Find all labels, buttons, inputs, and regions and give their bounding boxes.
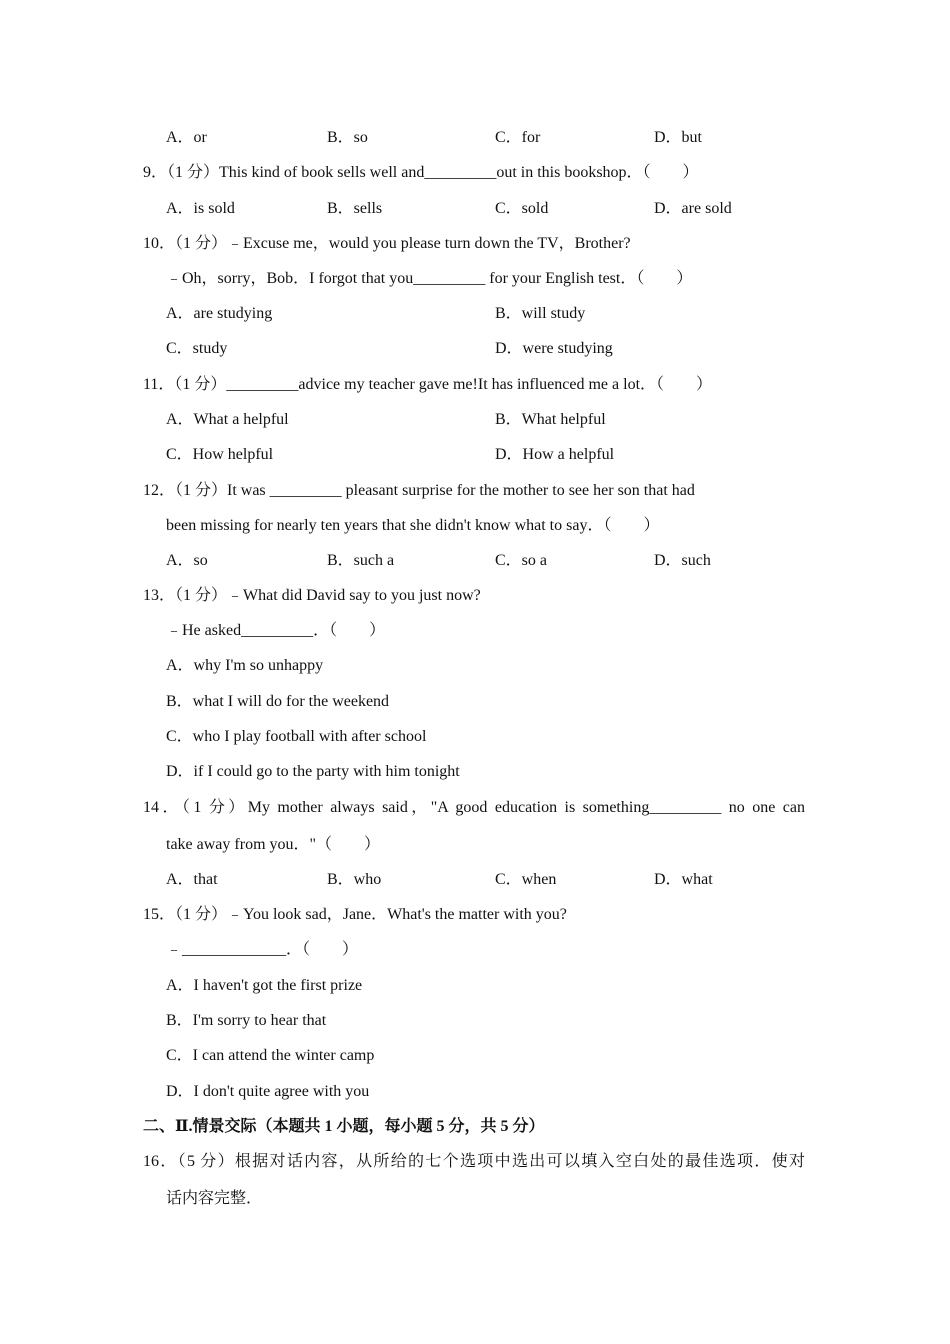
q8-option-d: D．but (654, 129, 703, 146)
q14-option-c: C．when (495, 871, 557, 888)
q12-option-b: B．such a (327, 552, 395, 569)
q13-option-a: A．why I'm so unhappy (166, 657, 324, 674)
q11-option-c: C．How helpful (166, 446, 274, 463)
q13-option-b: B．what I will do for the weekend (166, 693, 390, 710)
question-stem-line2: been missing for nearly ten years that she didn't know what to say．（ ） (166, 517, 660, 534)
question-stem-line2: ﹣Oh，sorry，Bob．I forgot that you_________ for your English test．（ ） (166, 270, 693, 287)
question-stem-line2: take away from you．"（ ） (166, 836, 381, 853)
q11-option-a: A．What a helpful (166, 411, 289, 428)
q10-option-c: C．study (166, 340, 228, 357)
q10-option-a: A．are studying (166, 305, 273, 322)
q12-option-c: C．so a (495, 552, 548, 569)
question-stem: 13．（1 分）﹣What did David say to you just now? (143, 587, 481, 604)
question-stem: 10．（1 分）﹣Excuse me，would you please turn down the TV，Brother? (143, 235, 631, 252)
q13-option-d: D．if I could go to the party with him tonight (166, 763, 460, 780)
q9-option-d: D．are sold (654, 200, 732, 217)
q8-option-a: A．or (166, 129, 207, 146)
q11-option-b: B．What helpful (495, 411, 606, 428)
q10-option-d: D．were studying (495, 340, 613, 357)
question-stem: 15．（1 分）﹣You look sad，Jane．What's the matter with you? (143, 906, 567, 923)
q15-option-a: A．I haven't got the first prize (166, 977, 363, 994)
question-stem: 14．（1 分）My mother always said，"A good education is something_________ no one can (143, 799, 805, 816)
q13-option-c: C．who I play football with after school (166, 728, 427, 745)
q14-option-b: B．who (327, 871, 382, 888)
question-stem: 12．（1 分）It was _________ pleasant surprise for the mother to see her son that had (143, 482, 695, 499)
q9-option-c: C．sold (495, 200, 549, 217)
q9-option-a: A．is sold (166, 200, 235, 217)
q14-option-a: A．that (166, 871, 218, 888)
question-stem-line2: ﹣_____________．（ ） (166, 941, 359, 958)
q8-option-b: B．so (327, 129, 368, 146)
section-heading: 二、Ⅱ.情景交际（本题共 1 小题，每小题 5 分，共 5 分） (143, 1118, 545, 1135)
q12-option-d: D．such (654, 552, 711, 569)
q10-option-b: B．will study (495, 305, 586, 322)
question-stem-line2: 话内容完整． (166, 1190, 263, 1207)
q15-option-b: B．I'm sorry to hear that (166, 1012, 327, 1029)
question-stem: 11．（1 分）_________advice my teacher gave me!It has influenced me a lot．（ ） (143, 376, 713, 393)
q15-option-c: C．I can attend the winter camp (166, 1047, 375, 1064)
question-stem: 16．（5 分）根据对话内容，从所给的七个选项中选出可以填入空白处的最佳选项．使对 (143, 1153, 805, 1170)
question-stem: 9．（1 分）This kind of book sells well and_________out in this bookshop．（ ） (143, 164, 699, 181)
q8-option-c: C．for (495, 129, 541, 146)
q14-option-d: D．what (654, 871, 713, 888)
q9-option-b: B．sells (327, 200, 383, 217)
question-stem-line2: ﹣He asked_________．（ ） (166, 622, 386, 639)
q12-option-a: A．so (166, 552, 208, 569)
q15-option-d: D．I don't quite agree with you (166, 1083, 370, 1100)
q11-option-d: D．How a helpful (495, 446, 615, 463)
